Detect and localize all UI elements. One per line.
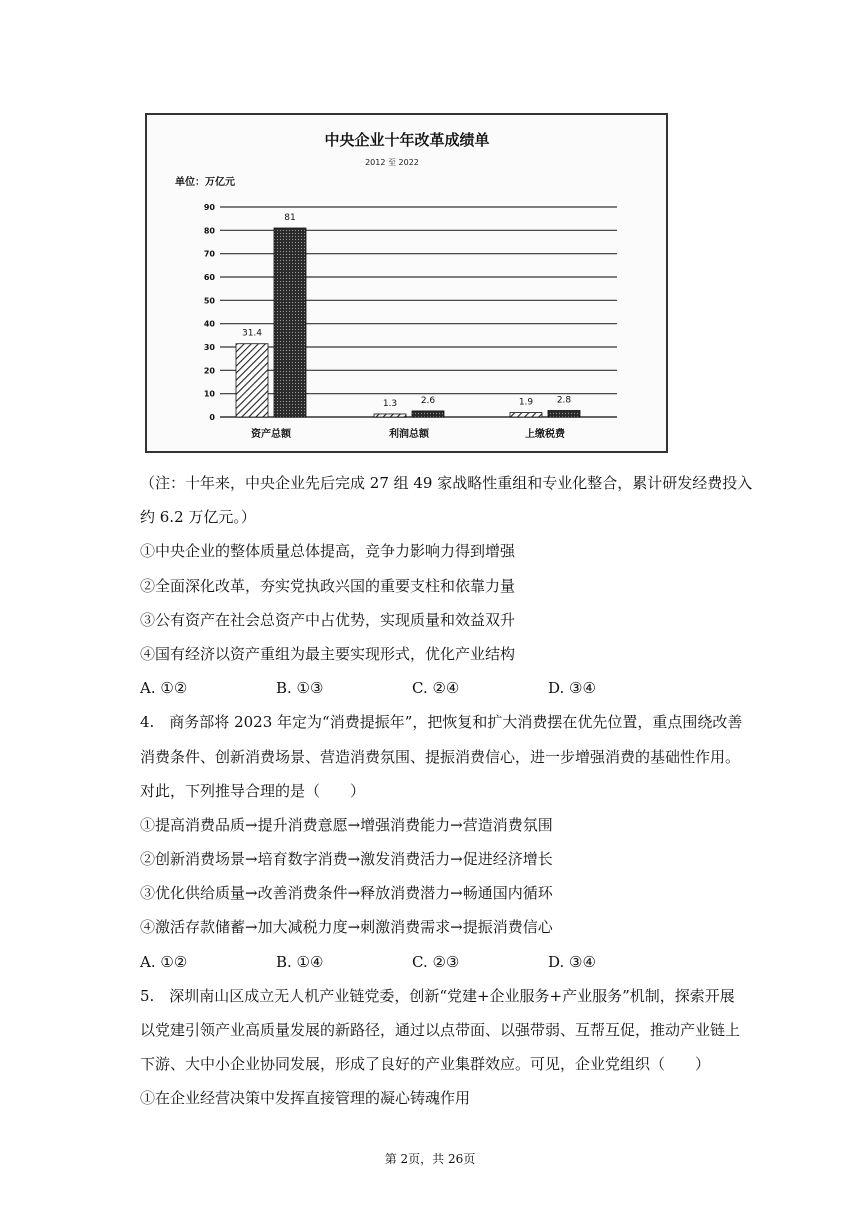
y-tick-label: 80: [203, 226, 215, 236]
category-label: 资产总额: [251, 429, 291, 440]
q3-options: [140, 671, 755, 705]
category-label: 上缴税费: [525, 429, 565, 440]
bar: [274, 228, 306, 417]
bar: [510, 413, 542, 417]
chart-canvas: [147, 115, 666, 451]
q4-option-d: D. ③④: [548, 952, 596, 971]
data-label: 1.3: [382, 398, 398, 409]
y-tick-label: 0: [209, 413, 215, 422]
q3-item: ②全面深化改革，夯实党执政兴国的重要支柱和依靠力量: [140, 576, 516, 595]
q4-item: ①提高消费品质→提升消费意愿→增强消费能力→营造消费氛围: [140, 815, 553, 834]
q3-option-d: D. ③④: [548, 679, 596, 698]
q4-stem-line-2: 消费条件、创新消费场景、营造消费氛围、提振消费信心，进一步增强消费的基础性作用。: [140, 747, 741, 766]
q4-stem-line-1: 4. 商务部将 2023 年定为“消费提振年”，把恢复和扩大消费摆在优先位置，重点围绕改善: [140, 713, 743, 732]
y-tick-label: 20: [203, 366, 215, 376]
q4-option-a: A. ①②: [140, 952, 188, 971]
q3-item: ①中央企业的整体质量总体提高，竞争力影响力得到增强: [140, 542, 516, 561]
q5-stem-line-1: 5. 深圳南山区成立无人机产业链党委，创新“党建+企业服务+产业服务”机制，探索开展: [140, 986, 735, 1005]
data-label: 2.8: [556, 395, 572, 406]
question-text: [140, 466, 755, 1116]
y-tick-label: 70: [203, 249, 215, 259]
q3-item: ④国有经济以资产重组为最主要实现形式，优化产业结构: [140, 644, 516, 663]
q3-option-a: A. ①②: [140, 679, 188, 698]
q4-item: ②创新消费场景→培育数字消费→激发消费活力→促进经济增长: [140, 850, 553, 869]
y-tick-label: 30: [203, 343, 215, 352]
q5-item: ①在企业经营决策中发挥直接管理的凝心铸魂作用: [140, 1089, 471, 1108]
q4-item: ③优化供给质量→改善消费条件→释放消费潜力→畅通国内循环: [140, 884, 553, 903]
q5-stem-line-2: 以党建引领产业高质量发展的新路径，通过以点带面、以强带弱、互帮互促，推动产业链上: [140, 1021, 741, 1039]
data-label: 1.9: [518, 397, 534, 408]
y-tick-label: 60: [203, 273, 215, 282]
q4-options: [140, 945, 755, 979]
q3-item: ③公有资产在社会总资产中占优势，实现质量和效益双升: [140, 610, 516, 629]
page-footer: 第 2页，共 26页: [384, 1152, 476, 1166]
data-label: 2.6: [420, 395, 436, 406]
q4-item: ④激活存款储蓄→加大减税力度→刺激消费需求→提振消费信心: [140, 918, 553, 937]
q5-stem-line-3: 下游、大中小企业协同发展，形成了良好的产业集群效应。可见，企业党组织（ ）: [140, 1055, 711, 1074]
bar: [412, 411, 444, 417]
chart-subtitle: 2012 至 2022: [365, 158, 419, 167]
data-label: 81: [284, 213, 296, 223]
data-label: 31.4: [241, 328, 263, 339]
chart-note-line-2: 约 6.2 万亿元。）: [140, 508, 256, 527]
q3-option-c: C. ②④: [412, 679, 460, 698]
y-tick-label: 90: [203, 203, 215, 212]
q4-option-c: C. ②③: [412, 952, 460, 971]
q3-option-b: B. ①③: [276, 679, 324, 698]
q4-option-b: B. ①④: [276, 952, 324, 971]
bar: [548, 410, 580, 417]
y-tick-label: 10: [203, 389, 215, 399]
chart-note-line-1: （注：十年来，中央企业先后完成 27 组 49 家战略性重组和专业化整合，累计研发经费投入: [140, 474, 753, 492]
chart-unit-label: 单位：万亿元: [175, 177, 235, 188]
bar: [236, 344, 268, 417]
q4-stem-line-3: 对此，下列推导合理的是（ ）: [140, 781, 366, 800]
y-tick-label: 40: [203, 319, 215, 329]
category-label: 利润总额: [389, 429, 429, 440]
y-tick-label: 50: [203, 296, 215, 306]
chart-title: 中央企业十年改革成绩单: [324, 131, 490, 149]
bar-chart: [145, 113, 668, 453]
bar: [374, 414, 406, 417]
